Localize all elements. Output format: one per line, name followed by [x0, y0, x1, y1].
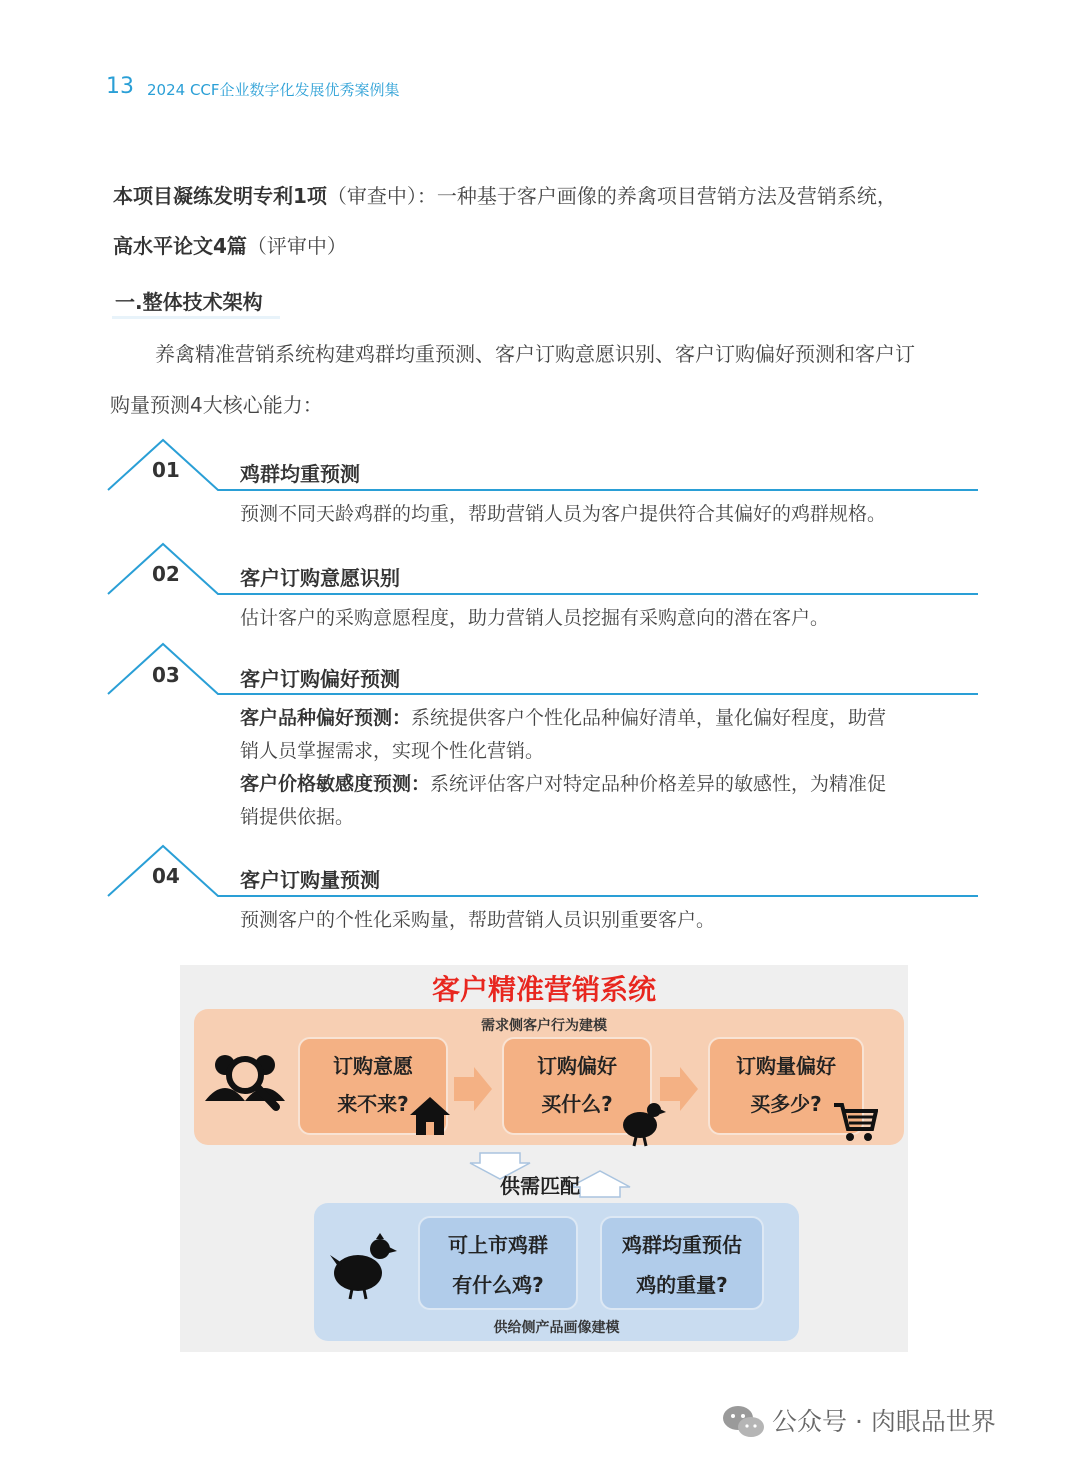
item-04-title: 客户订购量预测 — [240, 868, 380, 892]
item-01-divider — [108, 440, 978, 490]
arrow-right-icon — [658, 1065, 700, 1113]
item-02-divider — [108, 544, 978, 594]
item-03-title: 客户订购偏好预测 — [240, 667, 400, 691]
section-para-line1: 养禽精准营销系统构建鸡群均重预测、客户订购意愿识别、客户订购偏好预测和客户订 — [155, 342, 915, 366]
item-01-number: 01 — [152, 458, 180, 482]
page-number: 13 — [106, 74, 134, 99]
wechat-watermark: 公众号 · 肉眼品世界 — [772, 1407, 996, 1436]
wechat-icon — [722, 1404, 766, 1440]
patent-rest: （审查中）：一种基于客户画像的养禽项目营销方法及营销系统， — [326, 184, 897, 208]
item-02-title: 客户订购意愿识别 — [240, 566, 400, 590]
marketable-flock-box — [418, 1216, 578, 1310]
demand-side-label: 需求侧客户行为建模 — [481, 1018, 607, 1034]
paper-bold: 高水平论文4篇 — [113, 234, 247, 258]
item-03-sub1-line2: 销人员掌握需求，实现个性化营销。 — [240, 740, 545, 762]
item-04-desc: 预测客户的个性化采购量，帮助营销人员识别重要客户。 — [240, 909, 716, 931]
arrow-right-icon — [452, 1065, 494, 1113]
order-intent-line2: 来不来? — [337, 1092, 409, 1116]
item-01-desc: 预测不同天龄鸡群的均重，帮助营销人员为客户提供符合其偏好的鸡群规格。 — [240, 503, 887, 525]
item-04-number: 04 — [152, 864, 180, 888]
flock-weight-box — [600, 1216, 764, 1310]
marketable-flock-line1: 可上市鸡群 — [448, 1233, 548, 1257]
section-para-line2: 购量预测4大核心能力： — [110, 393, 323, 417]
item-03-number: 03 — [152, 663, 180, 687]
shopping-cart-icon — [832, 1101, 878, 1143]
item-03-sub1-bold: 客户品种偏好预测： — [240, 707, 412, 729]
item-02-desc: 估计客户的采购意愿程度，助力营销人员挖掘有采购意向的潜在客户。 — [240, 607, 830, 629]
users-search-icon — [200, 1049, 290, 1117]
item-03-sub2-line2: 销提供依据。 — [240, 806, 355, 828]
item-03-desc — [240, 702, 985, 834]
order-quantity-line2: 买多少? — [750, 1092, 822, 1116]
order-preference-line2: 买什么? — [541, 1092, 613, 1116]
item-04-divider — [108, 846, 978, 896]
flock-weight-line1: 鸡群均重预估 — [622, 1233, 742, 1257]
item-03-divider — [108, 644, 978, 694]
item-03-sub1-line1: 系统提供客户个性化品种偏好清单，量化偏好程度，助营 — [411, 707, 887, 729]
diagram-title: 客户精准营销系统 — [431, 973, 656, 1006]
order-quantity-line1: 订购量偏好 — [736, 1054, 836, 1078]
supply-demand-match-label: 供需匹配 — [500, 1174, 580, 1198]
item-02-number: 02 — [152, 562, 180, 586]
marketable-flock-line2: 有什么鸡? — [452, 1273, 544, 1297]
paper-rest: （评审中） — [246, 234, 347, 258]
patent-bold: 本项目凝练发明专利1项 — [113, 184, 327, 208]
supply-side-label: 供给侧产品画像建模 — [493, 1320, 620, 1336]
house-icon — [408, 1095, 452, 1137]
item-01-title: 鸡群均重预测 — [240, 462, 360, 486]
order-preference-line1: 订购偏好 — [537, 1054, 617, 1078]
item-03-sub2-line1: 系统评估客户对特定品种价格差异的敏感性，为精准促 — [430, 773, 887, 795]
order-intent-line1: 订购意愿 — [333, 1054, 413, 1078]
item-03-sub2-bold: 客户价格敏感度预测： — [240, 773, 431, 795]
flock-weight-line2: 鸡的重量? — [636, 1273, 728, 1297]
marketing-system-diagram — [180, 965, 908, 1352]
hen-icon — [330, 1233, 400, 1301]
page-header-title: 2024 CCF企业数字化发展优秀案例集 — [147, 81, 400, 99]
section-heading: 一.整体技术架构 — [115, 290, 263, 314]
